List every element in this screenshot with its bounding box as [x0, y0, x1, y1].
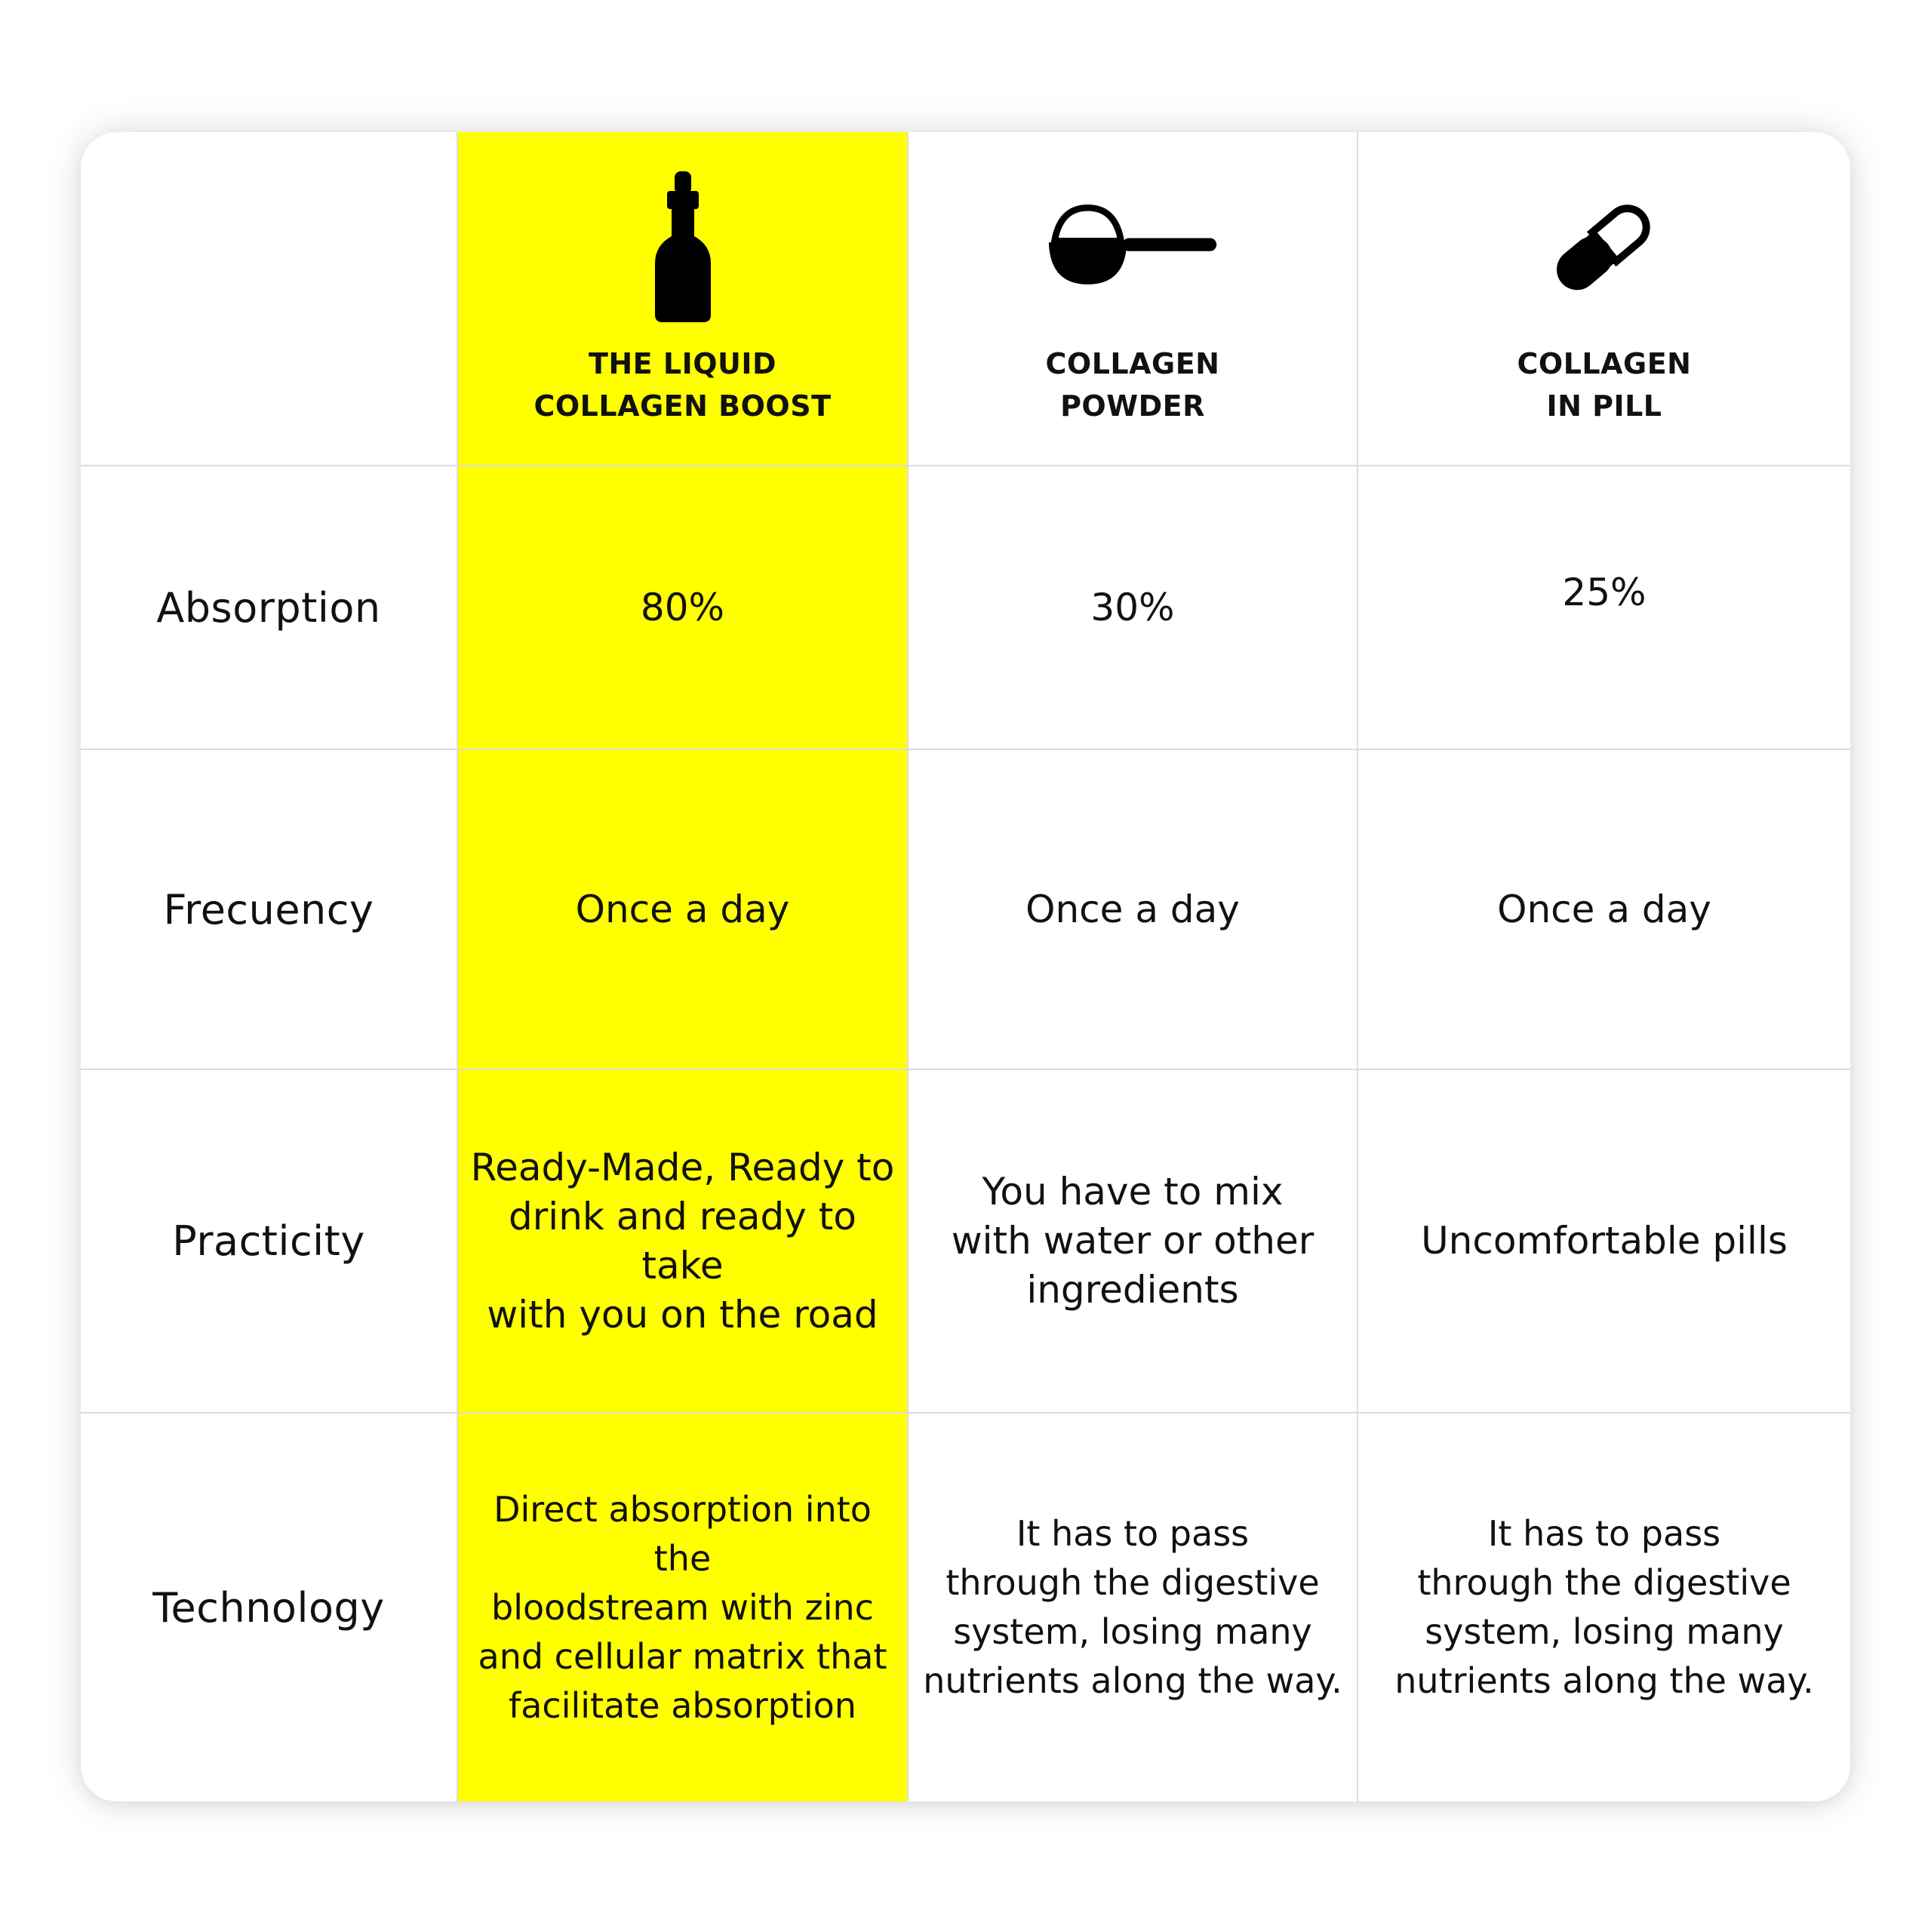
cell-value: It has to pass through the digestive system, losing many nutrients along the way.	[923, 1513, 1342, 1701]
row-label-technology	[81, 1414, 458, 1801]
row-label: Technology	[152, 1583, 385, 1632]
row-label-practicity	[81, 1070, 458, 1414]
cell-liquid-absorption	[458, 466, 909, 750]
cell-value: 30%	[1090, 585, 1175, 629]
row-label-absorption	[81, 466, 458, 750]
column-title: COLLAGEN IN PILL	[1517, 347, 1692, 423]
header-collagen-powder	[909, 132, 1358, 466]
cell-pill-frecuency	[1358, 750, 1850, 1070]
column-title: COLLAGEN POWDER	[1045, 347, 1220, 423]
cell-value: 80%	[640, 585, 725, 629]
cell-liquid-practicity	[458, 1070, 909, 1414]
row-label: Absorption	[156, 583, 381, 632]
cell-value: Ready-Made, Ready to drink and ready to take with you on the road	[470, 1145, 895, 1337]
comparison-table	[81, 132, 1850, 1801]
cell-value: Once a day	[1497, 887, 1711, 931]
pill-capsule-icon	[1517, 160, 1691, 334]
cell-powder-technology	[909, 1414, 1358, 1801]
header-collagen-pill	[1358, 132, 1850, 466]
cell-value: You have to mix with water or other ingredients	[951, 1170, 1314, 1312]
dropper-bottle-icon	[596, 160, 770, 334]
cell-powder-absorption	[909, 466, 1358, 750]
row-label: Frecuency	[163, 885, 374, 934]
row-label-frecuency	[81, 750, 458, 1070]
cell-pill-technology	[1358, 1414, 1850, 1801]
cell-powder-frecuency	[909, 750, 1358, 1070]
cell-value: Once a day	[575, 887, 790, 931]
cell-value: Direct absorption into the bloodstream with zinc and cellular matrix that facilitate absorption	[478, 1488, 887, 1726]
comparison-card	[81, 132, 1850, 1801]
cell-value: It has to pass through the digestive system, losing many nutrients along the way.	[1394, 1513, 1814, 1701]
cell-liquid-frecuency	[458, 750, 909, 1070]
cell-liquid-technology	[458, 1414, 909, 1801]
cell-value: Once a day	[1025, 887, 1240, 931]
powder-scoop-icon	[1046, 160, 1219, 334]
row-label: Practicity	[172, 1217, 365, 1265]
header-liquid-collagen	[458, 132, 909, 466]
column-title: THE LIQUID COLLAGEN BOOST	[533, 347, 832, 423]
cell-value: 25%	[1562, 570, 1647, 614]
cell-value: Uncomfortable pills	[1421, 1219, 1788, 1263]
header-empty-cell	[81, 132, 458, 466]
cell-pill-practicity	[1358, 1070, 1850, 1414]
cell-pill-absorption	[1358, 466, 1850, 750]
cell-powder-practicity	[909, 1070, 1358, 1414]
